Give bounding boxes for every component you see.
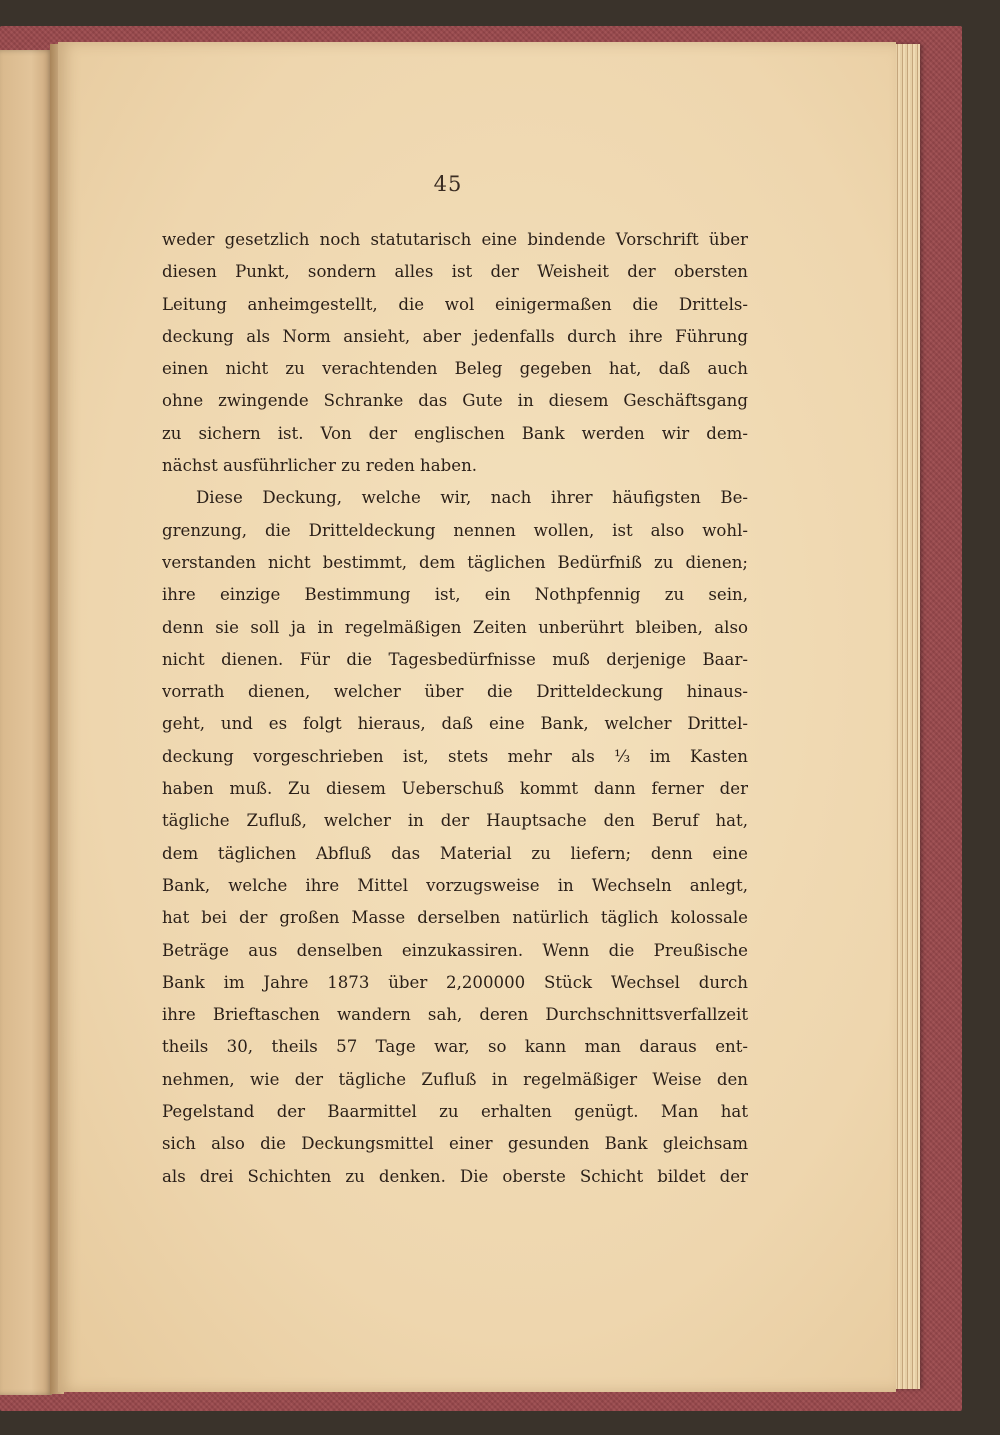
text-line: geht, und es folgt hieraus, daß eine Bank, welcher Drittel-: [162, 714, 748, 734]
text-line: deckung als Norm ansieht, aber jedenfalls durch ihre Führung: [162, 326, 748, 346]
text-line: weder gesetzlich noch statutarisch eine bindende Vorschrift über: [162, 230, 748, 249]
text-line: Leitung anheimgestellt, die wol einigermaßen die Drittels-: [162, 294, 748, 314]
text-line: vorrath dienen, welcher über die Dritteldeckung hinaus-: [162, 682, 748, 702]
text-line: Diese Deckung, welche wir, nach ihrer häufigsten Be-: [196, 488, 748, 508]
text-line: Pegelstand der Baarmittel zu erhalten genügt. Man hat: [162, 1102, 748, 1122]
text-line: ihre Brieftaschen wandern sah, deren Durchschnittsverfallzeit: [162, 1005, 748, 1025]
text-line: diesen Punkt, sondern alles ist der Weisheit der obersten: [162, 262, 748, 282]
text-line: grenzung, die Dritteldeckung nennen wollen, ist also wohl-: [162, 520, 748, 540]
text-line: ohne zwingende Schranke das Gute in diesem Geschäftsgang: [162, 391, 748, 411]
text-line: Bank im Jahre 1873 über 2,200000 Stück Wechsel durch: [162, 972, 748, 992]
text-line: deckung vorgeschrieben ist, stets mehr als ⅓ im Kasten: [162, 746, 748, 766]
previous-page-edge: [0, 50, 52, 1395]
text-line: tägliche Zufluß, welcher in der Hauptsache den Beruf hat,: [162, 811, 748, 831]
text-line: Beträge aus denselben einzukassiren. Wenn die Preußische: [162, 940, 748, 960]
text-line: als drei Schichten zu denken. Die oberste Schicht bildet der: [162, 1166, 748, 1186]
body-text: [162, 224, 748, 1193]
text-line: hat bei der großen Masse derselben natürlich täglich kolossale: [162, 908, 748, 928]
page-number: 45: [433, 172, 463, 196]
text-line: nicht dienen. Für die Tagesbedürfnisse muß derjenige Baar-: [162, 649, 748, 669]
text-line: verstanden nicht bestimmt, dem täglichen Bedürfniß zu dienen;: [162, 552, 748, 572]
text-line: theils 30, theils 57 Tage war, so kann man daraus ent-: [162, 1037, 748, 1057]
text-line: ihre einzige Bestimmung ist, ein Nothpfennig zu sein,: [162, 585, 748, 605]
text-line: zu sichern ist. Von der englischen Bank werden wir dem-: [162, 423, 748, 443]
text-line: haben muß. Zu diesem Ueberschuß kommt dann ferner der: [162, 779, 748, 799]
text-line: nehmen, wie der tägliche Zufluß in regelmäßiger Weise den: [162, 1069, 748, 1089]
text-line: Bank, welche ihre Mittel vorzugsweise in Wechseln anlegt,: [162, 875, 748, 895]
text-line: sich also die Deckungsmittel einer gesunden Bank gleichsam: [162, 1134, 748, 1154]
text-line: dem täglichen Abfluß das Material zu liefern; denn eine: [162, 843, 748, 863]
text-line: nächst ausführlicher zu reden haben.: [162, 456, 478, 476]
text-line: einen nicht zu verachtenden Beleg gegeben hat, daß auch: [162, 359, 748, 379]
text-line: denn sie soll ja in regelmäßigen Zeiten unberührt bleiben, also: [162, 617, 748, 637]
